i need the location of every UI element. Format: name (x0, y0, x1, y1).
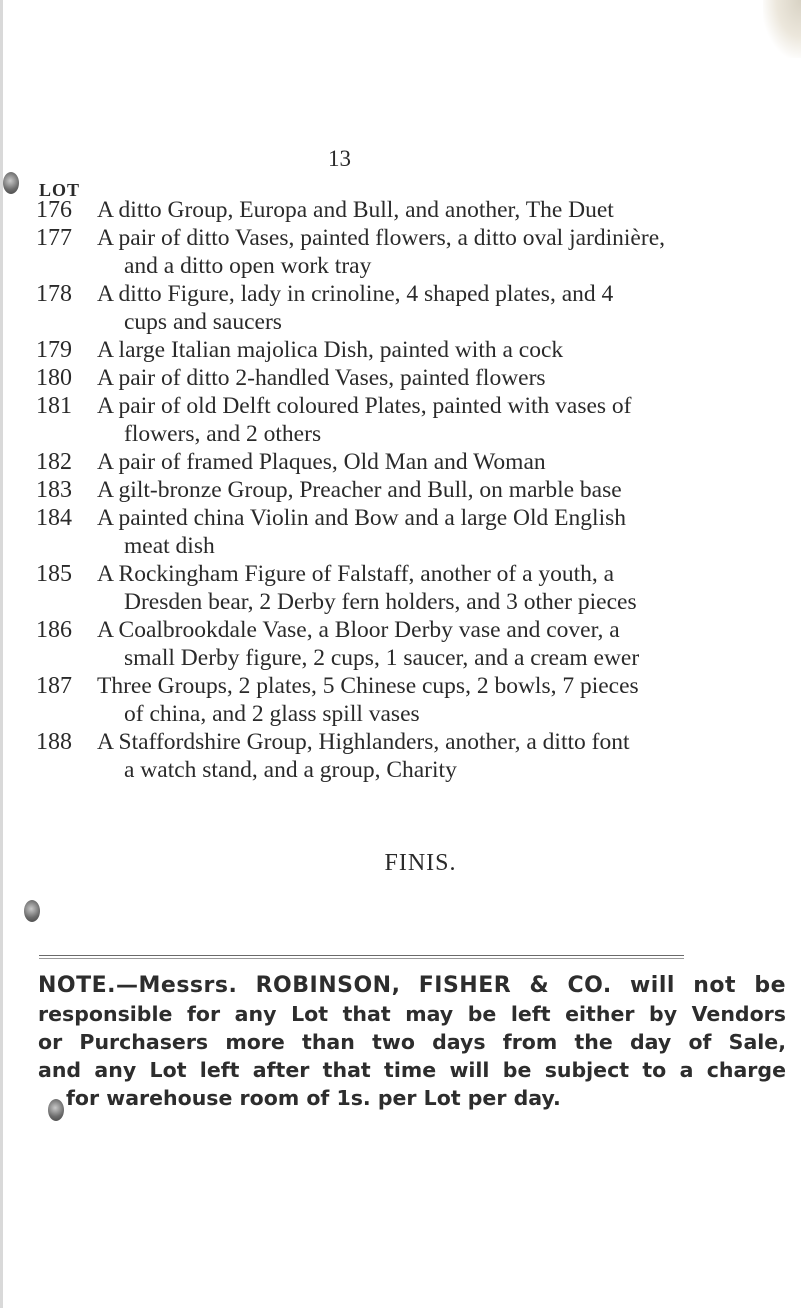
lot-description-line: A gilt-bronze Group, Preacher and Bull, on marble base (97, 477, 622, 503)
lot-entry (36, 476, 796, 504)
divider-rule (39, 955, 684, 959)
lot-entry (36, 504, 796, 560)
lot-description-line: A ditto Group, Europa and Bull, and another, The Duet (97, 197, 614, 223)
lot-number: 184 (36, 505, 72, 531)
lot-entry (36, 196, 796, 224)
lot-description-line: A Coalbrookdale Vase, a Bloor Derby vase and cover, a (97, 617, 620, 643)
lot-column-header: LOT (39, 180, 81, 200)
note-line: and any Lot left after that time will be subject to a charge (38, 1058, 786, 1082)
lot-number: 181 (36, 393, 72, 419)
lot-number: 180 (36, 365, 72, 391)
lot-description-line: Dresden bear, 2 Derby fern holders, and 3 other pieces (124, 589, 637, 615)
lot-description-line: and a ditto open work tray (124, 253, 372, 279)
lot-description-line: A large Italian majolica Dish, painted with a cock (97, 337, 564, 363)
lot-description (97, 560, 796, 616)
binding-hole (24, 900, 40, 922)
lot-number: 185 (36, 561, 72, 587)
lot-description (97, 336, 796, 364)
lot-entry (36, 728, 796, 784)
lot-number: 187 (36, 673, 72, 699)
lot-description (97, 504, 796, 560)
page-corner-stain (763, 0, 801, 58)
scan-edge (0, 0, 3, 1308)
lot-description-line: of china, and 2 glass spill vases (124, 701, 420, 727)
lot-entry (36, 672, 796, 728)
lot-number: 178 (36, 281, 72, 307)
lot-description-line: a watch stand, and a group, Charity (124, 757, 457, 783)
lot-description-line: A ditto Figure, lady in crinoline, 4 shaped plates, and 4 (97, 281, 614, 307)
lot-description-line: A Staffordshire Group, Highlanders, another, a ditto font (97, 729, 630, 755)
lot-description (97, 364, 796, 392)
lot-description-line: cups and saucers (124, 309, 282, 335)
lot-description-line: Three Groups, 2 plates, 5 Chinese cups, 2 bowls, 7 pieces (97, 673, 639, 699)
warehouse-note (38, 972, 786, 1112)
lot-description-line: A pair of old Delft coloured Plates, painted with vases of (97, 393, 632, 419)
lot-description-line: A Rockingham Figure of Falstaff, another of a youth, a (97, 561, 615, 587)
lot-number: 182 (36, 449, 72, 475)
lot-description (97, 728, 796, 784)
lot-description (97, 392, 796, 448)
lot-entry (36, 280, 796, 336)
note-line: NOTE.—Messrs. ROBINSON, FISHER & CO. will not be (38, 973, 786, 998)
binding-hole (3, 172, 19, 194)
lot-entry (36, 336, 796, 364)
lot-description (97, 280, 796, 336)
lot-description-line: A painted china Violin and Bow and a large Old English (97, 505, 626, 531)
lot-list (36, 196, 796, 784)
lot-description-line: A pair of ditto 2-handled Vases, painted flowers (97, 365, 546, 391)
lot-entry (36, 560, 796, 616)
note-line: for warehouse room of 1s. per Lot per day. (66, 1086, 561, 1110)
lot-description (97, 616, 796, 672)
lot-number: 179 (36, 337, 72, 363)
note-line: responsible for any Lot that may be left either by Vendors (38, 1002, 786, 1026)
lot-description-line: meat dish (124, 533, 215, 559)
lot-entry (36, 616, 796, 672)
page-number: 13 (328, 146, 351, 171)
lot-description (97, 196, 796, 224)
lot-description (97, 448, 796, 476)
lot-number: 188 (36, 729, 72, 755)
lot-entry (36, 448, 796, 476)
lot-number: 183 (36, 477, 72, 503)
lot-description-line: flowers, and 2 others (124, 421, 322, 447)
lot-description (97, 476, 796, 504)
lot-description-line: A pair of framed Plaques, Old Man and Woman (97, 449, 546, 475)
lot-entry (36, 364, 796, 392)
lot-entry (36, 392, 796, 448)
lot-entry (36, 224, 796, 280)
lot-number: 177 (36, 225, 72, 251)
lot-description-line: small Derby figure, 2 cups, 1 saucer, and a cream ewer (124, 645, 640, 671)
lot-description (97, 224, 796, 280)
lot-description (97, 672, 796, 728)
lot-description-line: A pair of ditto Vases, painted flowers, a ditto oval jardinière, (97, 225, 665, 251)
lot-number: 186 (36, 617, 72, 643)
lot-number: 176 (36, 197, 72, 223)
note-line: or Purchasers more than two days from the day of Sale, (38, 1030, 786, 1054)
finis-mark: FINIS. (384, 850, 457, 876)
